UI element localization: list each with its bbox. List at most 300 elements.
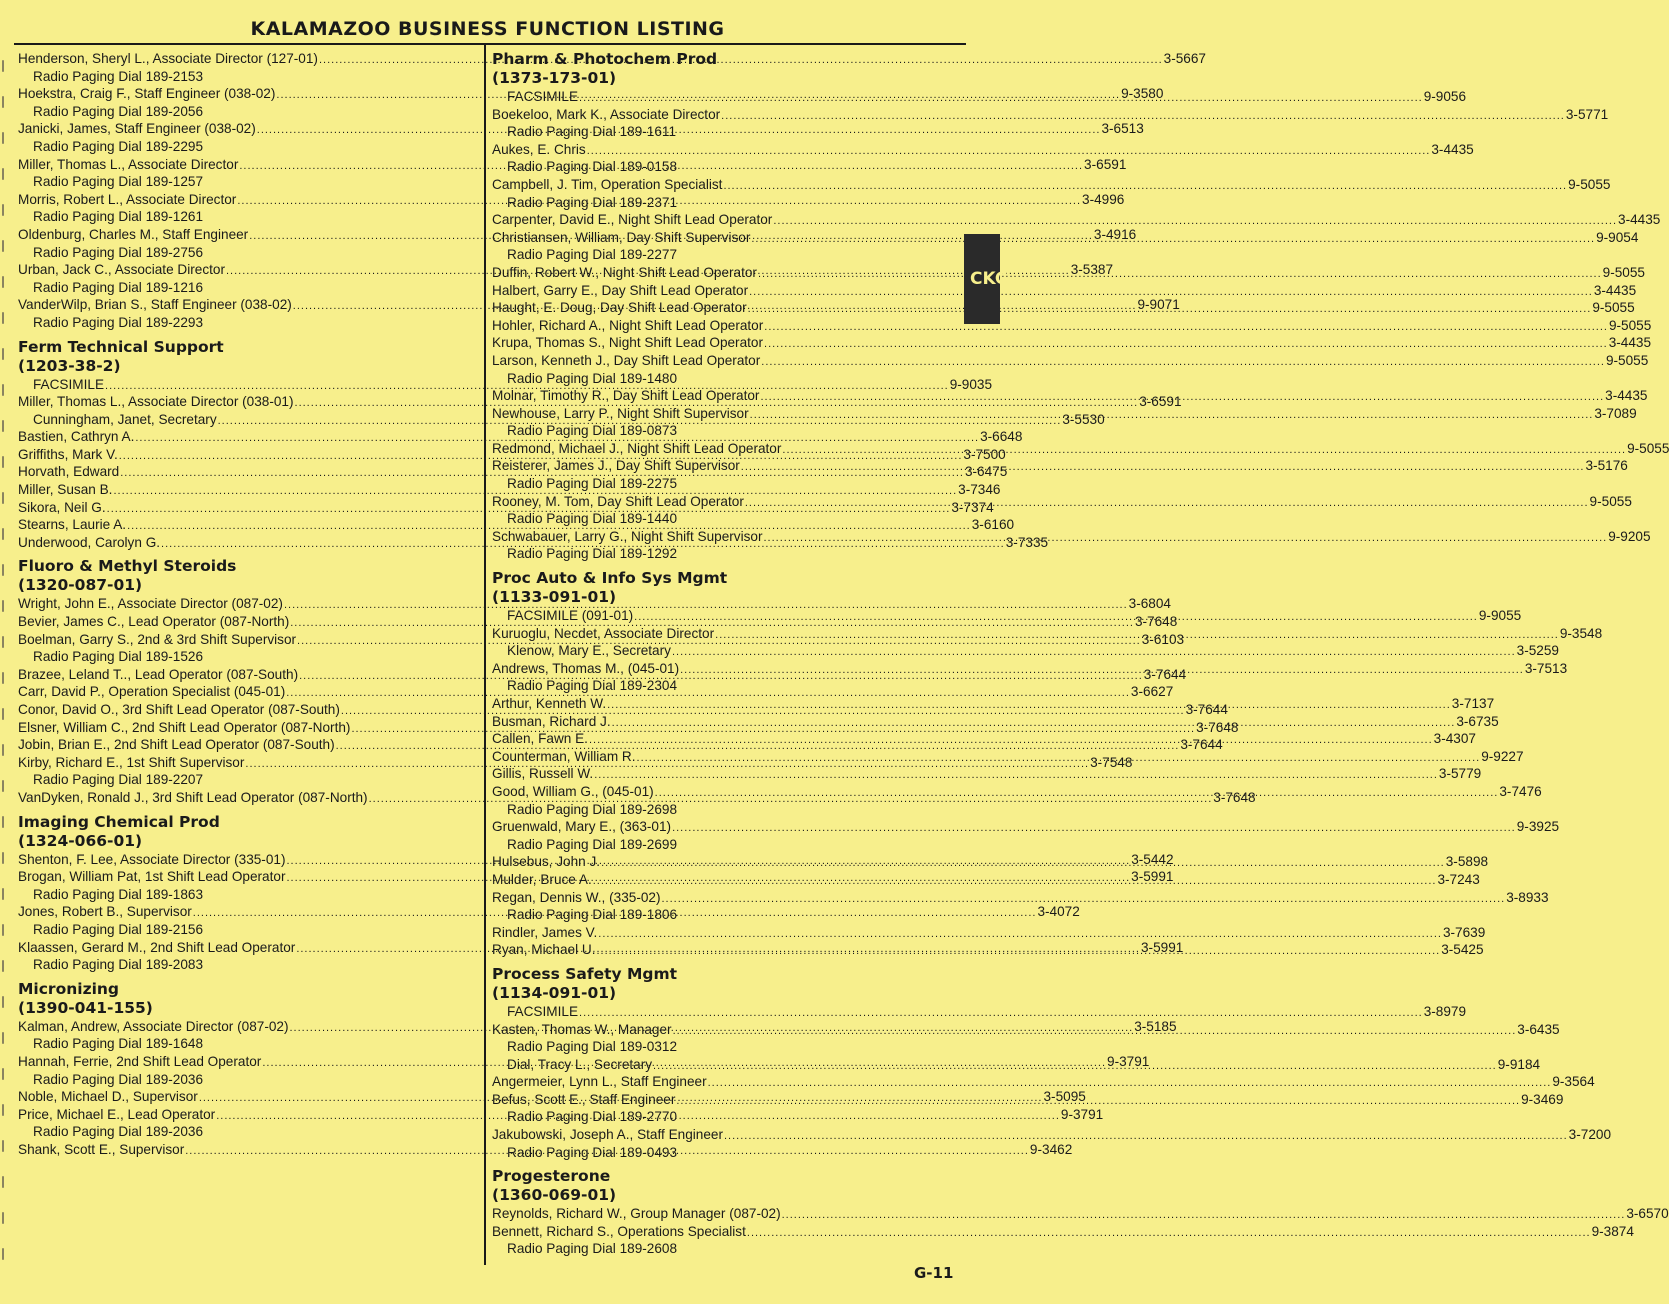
entry-name: VanderWilp, Brian S., Staff Engineer (038-02) [18,297,292,313]
directory-entry [492,818,1560,836]
phone-extension: 3-5771 [1565,106,1609,122]
section-code: (1203-38-2) [18,356,121,375]
directory-entry [492,1003,1467,1021]
entry-name: Rooney, M. Tom, Day Shift Lead Operator [492,493,744,509]
radio-paging-line [492,906,950,924]
entry-name: Halbert, Garry E., Day Shift Lead Operator [492,282,749,298]
dot-leader [676,1093,1520,1111]
radio-paging-line [492,158,950,176]
dot-leader [773,213,1617,231]
dot-leader [760,389,1604,407]
entry-name: Shenton, F. Lee, Associate Director (335-01) [18,851,286,867]
entry-name: Bennett, Richard S., Operations Specialist [492,1223,746,1239]
phone-extension: 3-8979 [1423,1003,1467,1019]
entry-name: Radio Paging Dial 189-2207 [33,772,204,788]
entry-name: Radio Paging Dial 189-1480 [507,370,678,386]
entry-name: Busman, Richard J. [492,713,611,729]
dot-leader [653,1058,1497,1076]
entry-name: Underwood, Carolyn G. [18,534,161,550]
phone-extension: 3-5530 [1062,411,1105,427]
phone-extension: 3-4307 [1433,731,1476,747]
dot-leader [761,354,1605,372]
directory-entry [492,106,1609,124]
phone-extension: 9-9205 [1608,528,1651,544]
dot-leader [782,442,1626,460]
directory-entry [492,317,1652,335]
radio-paging-line [18,886,478,904]
phone-extension: 3-7089 [1594,405,1637,421]
entry-name: Christiansen, William, Day Shift Supervisor [492,229,751,245]
entry-name: Befus, Scott E., Staff Engineer [492,1091,676,1107]
entry-name: Radio Paging Dial 189-1648 [33,1036,204,1052]
phone-extension: 9-3925 [1516,819,1560,835]
phone-extension: 9-9055 [1478,608,1522,624]
title-rule [14,43,966,45]
entry-name: FACSIMILE [507,89,579,104]
dot-leader [634,609,1478,627]
radio-paging-line [18,244,478,262]
phone-extension: 3-7648 [1196,719,1239,735]
entry-name: Boelman, Garry S., 2nd & 3rd Shift Supervisor [18,631,297,647]
entry-name: Gillis, Russell W. [492,766,594,782]
entry-name: Arthur, Kenneth W. [492,696,607,711]
entry-name: Kalman, Andrew, Associate Director (087-02) [18,1018,289,1034]
entry-name: Radio Paging Dial 189-1611 [507,124,677,140]
entry-name: Radio Paging Dial 189-2156 [33,921,204,937]
phone-extension: 9-5055 [1602,264,1645,280]
phone-extension: 9-5055 [1568,176,1611,192]
entry-name: Radio Paging Dial 189-2756 [33,244,204,260]
entry-name: Radio Paging Dial 189-2304 [507,678,678,694]
section-title: Micronizing [18,979,120,998]
phone-extension: 3-5667 [1163,51,1206,66]
radio-paging-line [492,475,950,493]
phone-extension: 3-6735 [1456,713,1499,729]
radio-paging-line [492,545,950,563]
entry-name: Campbell, J. Tim, Operation Specialist [492,176,723,192]
directory-entry [492,334,1652,352]
radio-paging-line [18,173,478,191]
dot-leader [637,750,1481,768]
entry-name: Radio Paging Dial 189-2277 [507,247,678,263]
dot-leader [745,495,1589,513]
phone-extension: 3-5991 [1131,869,1174,885]
entry-name: Radio Paging Dial 189-0158 [507,159,678,175]
phone-extension: 3-5176 [1585,458,1628,474]
entry-name: Radio Paging Dial 189-2293 [33,314,204,330]
entry-name: Radio Paging Dial 189-2036 [33,1071,204,1087]
directory-entry [492,141,1474,159]
phone-extension: 3-7346 [958,482,1001,498]
radio-paging-line [492,422,950,440]
phone-extension: 9-5055 [1608,317,1652,333]
entry-name: Angermeier, Lynn L., Staff Engineer [492,1074,707,1090]
entry-name: Radio Paging Dial 189-2153 [33,68,204,84]
entry-name: Miller, Thomas L., Associate Director [18,156,239,172]
phone-extension: 3-8933 [1506,889,1549,905]
dot-leader [607,697,1451,715]
phone-extension: 3-6435 [1517,1021,1560,1037]
phone-extension: 9-5055 [1605,352,1649,368]
phone-extension: 9-3462 [1029,1141,1073,1157]
entry-name: Radio Paging Dial 189-1526 [33,649,204,665]
directory-entry [492,282,1637,300]
dot-leader [764,530,1608,548]
phone-extension: 9-3580 [1121,86,1164,102]
radio-paging-line [18,68,478,86]
radio-paging-line [18,1123,478,1141]
phone-extension: 9-3548 [1559,625,1603,641]
phone-extension: 3-4916 [1093,226,1137,242]
phone-extension: 3-7137 [1451,696,1495,711]
entry-name: Janicki, James, Staff Engineer (038-02) [18,121,256,137]
dot-leader [673,1023,1517,1041]
entry-name: Gruenwald, Mary E., (363-01) [492,819,672,835]
phone-extension: 3-6591 [1084,156,1127,172]
binding-edge-marks [2,60,6,1284]
phone-extension: 3-7500 [963,446,1006,462]
entry-name: Radio Paging Dial 189-2083 [33,957,204,973]
entry-name: Radio Paging Dial 189-2699 [507,836,678,852]
entry-name: Radio Paging Dial 189-0873 [507,423,678,439]
entry-name: Regan, Dennis W., (335-02) [492,889,661,905]
entry-name: Boekeloo, Mark K., Associate Director [492,106,721,122]
entry-name: Radio Paging Dial 189-1806 [507,907,678,923]
entry-name: Urban, Jack C., Associate Director [18,262,225,278]
radio-paging-line [18,208,478,226]
entry-name: Hohler, Richard A., Night Shift Lead Operator [492,317,764,333]
phone-extension: 3-5185 [1134,1018,1177,1034]
dot-leader [750,407,1594,425]
directory-entry [492,1223,1634,1241]
entry-name: Radio Paging Dial 189-2698 [507,801,678,817]
entry-name: Kuruoglu, Necdet, Associate Director [492,625,715,641]
section-title: Proc Auto & Info Sys Mgmt [492,569,728,588]
entry-name: Kirby, Richard E., 1st Shift Supervisor [18,754,245,770]
entry-name: Kasten, Thomas W., Manager [492,1021,672,1037]
radio-paging-line [492,1038,950,1056]
entry-name: Schwabauer, Larry G., Night Shift Supervisor [492,528,763,544]
section-code: (1134-091-01) [492,983,617,1002]
phone-extension: 3-6804 [1128,596,1171,612]
phone-extension: 3-7644 [1180,737,1223,753]
radio-paging-line [18,138,478,156]
directory-entry [492,352,1649,370]
dot-leader [579,1005,1423,1023]
entry-name: Radio Paging Dial 189-0312 [507,1039,678,1055]
entry-name: Griffiths, Mark V. [18,446,118,462]
entry-name: Radio Paging Dial 189-2770 [507,1109,678,1125]
radio-paging-line [18,648,478,666]
dot-leader [748,301,1592,319]
entry-name: Radio Paging Dial 189-1440 [507,511,678,527]
dot-leader [747,1225,1591,1243]
dot-leader [764,336,1608,354]
phone-extension: 9-3791 [1107,1053,1150,1069]
radio-paging-line [492,1240,950,1258]
entry-name: Conor, David O., 3rd Shift Lead Operator (087-South) [18,702,340,717]
dot-leader [672,820,1516,838]
entry-name: Miller, Susan B. [18,482,113,498]
entry-name: Jones, Robert B., Supervisor [18,904,192,920]
entry-name: Haught, E. Doug, Day Shift Lead Operator [492,300,747,316]
entry-name: Dial, Tracy L., Secretary [507,1056,653,1072]
entry-name: Aukes, E. Chris [492,141,586,157]
phone-extension: 3-7648 [1134,614,1178,630]
radio-paging-line [18,1035,478,1053]
radio-paging-line [492,1108,950,1126]
phone-extension: 3-6513 [1101,121,1144,137]
directory-entry [492,889,1549,907]
section-title: Progesterone [492,1167,611,1186]
phone-extension: 3-7548 [1090,754,1133,770]
phone-extension: 9-9184 [1497,1056,1541,1072]
radio-paging-line [492,370,950,388]
entry-name: Andrews, Thomas M., (045-01) [492,660,680,676]
entry-name: Brazee, Leland T.., Lead Operator (087-South) [18,666,299,682]
radio-paging-line [18,279,478,297]
phone-extension: 9-3469 [1521,1091,1564,1107]
directory-entry [492,1073,1595,1091]
phone-extension: 9-9035 [949,376,993,392]
dot-leader [612,715,1456,733]
radio-paging-line [18,314,478,332]
radio-paging-line [18,921,478,939]
radio-paging-line [18,956,478,974]
dot-leader [724,1128,1568,1146]
dot-leader [662,891,1506,909]
section-code: (1324-066-01) [18,831,143,850]
phone-extension: 3-7476 [1499,783,1542,799]
entry-name: Radio Paging Dial 189-1216 [33,279,204,295]
entry-name: Bevier, James C., Lead Operator (087-North) [18,614,290,630]
phone-extension: 3-5095 [1043,1089,1086,1105]
dot-leader [715,627,1559,645]
phone-extension: 3-4072 [1037,904,1080,920]
entry-name: Morris, Robert L., Associate Director [18,191,237,207]
entry-name: Radio Paging Dial 189-1292 [507,546,678,562]
phone-extension: 3-5442 [1131,851,1174,867]
entry-name: Newhouse, Larry P., Night Shift Supervisor [492,405,749,421]
directory-entry [492,642,1559,660]
entry-name: Cunningham, Janet, Secretary [33,411,217,427]
entry-name: Radio Paging Dial 189-2371 [507,194,678,210]
directory-entry [492,1205,1669,1223]
phone-extension: 3-7644 [1143,666,1187,682]
entry-name: Duffin, Robert W., Night Shift Lead Operator [492,264,757,280]
radio-paging-line [18,771,478,789]
radio-paging-line [492,677,950,695]
entry-name: Jakubowski, Joseph A., Staff Engineer [492,1127,723,1143]
section-code: (1360-069-01) [492,1186,617,1205]
entry-name: Radio Paging Dial 189-1863 [33,886,204,902]
dot-leader [598,926,1442,944]
section-code: (1390-041-155) [18,998,153,1017]
phone-extension: 3-5779 [1438,766,1482,782]
radio-paging-line [492,123,950,141]
phone-extension: 3-5425 [1441,942,1484,958]
section-title: Ferm Technical Support [18,337,224,356]
entry-name: Molnar, Timothy R., Day Shift Lead Operator [492,388,760,404]
section-title: Imaging Chemical Prod [18,812,220,831]
entry-name: Good, William G., (045-01) [492,783,654,799]
entry-name: FACSIMILE [507,1003,579,1019]
entry-name: Radio Paging Dial 189-2036 [33,1124,204,1140]
entry-name: Carr, David P., Operation Specialist (045-01) [18,684,286,700]
directory-entry [492,1126,1611,1144]
phone-extension: 3-5259 [1516,643,1559,659]
section-title: Pharm & Photochem Prod [492,50,718,68]
entry-name: Counterman, William R. [492,748,636,764]
entry-name: Shank, Scott E., Supervisor [18,1141,185,1157]
dot-leader [723,178,1567,196]
radio-paging-line [492,1144,950,1162]
radio-paging-line [492,194,950,212]
phone-extension: 9-3564 [1552,1074,1595,1090]
entry-name: Reynolds, Richard W., Group Manager (087-02) [492,1206,781,1222]
entry-name: Jobin, Brian E., 2nd Shift Lead Operator (087-South) [18,737,335,753]
dot-leader [782,1207,1626,1225]
entry-name: Hulsebus, John J. [492,854,601,870]
phone-extension: 3-4996 [1082,191,1125,207]
phone-extension: 3-5387 [1070,262,1114,278]
entry-name: FACSIMILE [33,376,105,392]
phone-extension: 3-7335 [1005,534,1049,550]
entry-name: Sikora, Neil G. [18,499,106,515]
dot-leader [587,143,1431,161]
dot-leader [764,319,1608,337]
dot-leader [593,873,1437,891]
phone-extension: 3-5898 [1445,854,1489,870]
dot-leader [751,231,1595,249]
entry-name: Radio Paging Dial 189-0493 [507,1144,678,1160]
entry-name: Horvath, Edward [18,464,120,480]
phone-extension: 3-4435 [1593,282,1637,298]
dot-leader [708,1075,1552,1093]
directory-entry [492,176,1611,194]
phone-extension: 3-6160 [971,517,1015,533]
dot-leader [758,266,1602,284]
phone-extension: 9-9054 [1596,229,1639,245]
entry-name: Reisterer, James J., Day Shift Supervisor [492,458,740,474]
entry-name: Noble, Michael D., Supervisor [18,1089,198,1105]
phone-extension: 3-7513 [1524,660,1568,676]
entry-name: Hannah, Ferrie, 2nd Shift Lead Operator [18,1053,262,1069]
entry-name: Radio Paging Dial 189-2295 [33,138,204,154]
entry-name: Radio Paging Dial 189-1257 [33,174,204,190]
phone-extension: 3-6570 [1626,1206,1669,1222]
entry-name: Oldenburg, Charles M., Staff Engineer [18,226,249,242]
phone-extension: 3-4435 [1608,335,1652,351]
directory-entry [492,211,1661,229]
dot-leader [655,785,1499,803]
entry-name: Radio Paging Dial 189-2275 [507,476,678,492]
directory-entry [492,924,1486,942]
page-title: KALAMAZOO BUSINESS FUNCTION LISTING [250,18,725,40]
radio-paging-line [18,1071,478,1089]
entry-name: Brogan, William Pat, 1st Shift Lead Operator [18,869,286,885]
entry-name: VanDyken, Ronald J., 3rd Shift Lead Operator (087-North) [18,789,368,805]
dot-leader [741,459,1585,477]
directory-entry [492,765,1482,783]
phone-extension: 3-6627 [1130,684,1174,700]
dot-leader [589,732,1433,750]
phone-extension: 3-7200 [1568,1127,1611,1143]
entry-name: Redmond, Michael J., Night Shift Lead Operator [492,440,782,456]
section-code: (1373-173-01) [492,69,617,87]
phone-extension: 9-9056 [1423,89,1467,104]
radio-paging-line [492,801,950,819]
section-title: Fluoro & Methyl Steroids [18,557,237,576]
entry-name: Ryan, Michael U. [492,942,596,958]
radio-paging-line [18,103,478,121]
phone-extension: 3-6648 [980,429,1023,445]
entry-name: FACSIMILE (091-01) [507,608,634,624]
entry-name: Price, Michael E., Lead Operator [18,1106,216,1122]
entry-name: Henderson, Sheryl L., Associate Director (127-01) [18,51,318,66]
entry-name: Radio Paging Dial 189-2608 [507,1241,678,1257]
phone-extension: 3-6475 [964,464,1008,480]
phone-extension: 3-4435 [1618,212,1661,228]
phone-extension: 9-5055 [1589,493,1632,509]
phone-extension: 3-7648 [1213,789,1256,805]
phone-extension: 9-5055 [1592,300,1635,316]
phone-extension: 3-7374 [951,499,994,515]
entry-name: Radio Paging Dial 189-1261 [33,209,204,225]
phone-extension: 3-7243 [1437,871,1480,887]
phone-extension: 9-5055 [1627,440,1669,456]
entry-name: Radio Paging Dial 189-2056 [33,103,204,119]
phone-extension: 3-4435 [1605,388,1648,404]
phone-extension: 9-9071 [1137,297,1180,313]
page-number: G-11 [914,1264,954,1282]
phone-extension: 9-3791 [1060,1106,1104,1122]
phone-extension: 9-9227 [1481,748,1524,764]
entry-name: Miller, Thomas L., Associate Director (038-01) [18,394,294,410]
phone-extension: 3-5991 [1141,939,1184,955]
entry-name: Larson, Kenneth J., Day Shift Lead Operator [492,352,761,368]
dot-leader [597,943,1441,961]
entry-name: Stearns, Laurie A. [18,517,127,533]
radio-paging-line [492,246,950,264]
dot-leader [601,855,1445,873]
dot-leader [594,767,1438,785]
entry-name: Bastien, Cathryn A. [18,429,135,445]
entry-name: Rindler, James V. [492,924,598,940]
section-tab: CKC [964,234,1000,324]
phone-extension: 3-7644 [1185,702,1228,717]
phone-extension: 9-3874 [1591,1223,1634,1239]
entry-name: Hoekstra, Craig F., Staff Engineer (038-02) [18,86,276,102]
dot-leader [672,644,1516,662]
entry-name: Callen, Fawn E. [492,731,588,747]
section-code: (1133-091-01) [492,588,617,607]
dot-leader [749,284,1593,302]
phone-extension: 3-6591 [1139,394,1182,410]
phone-extension: 3-6103 [1141,631,1185,647]
entry-name: Wright, John E., Associate Director (087-02) [18,596,283,612]
dot-leader [721,108,1565,126]
radio-paging-line [492,510,950,528]
dot-leader [680,662,1524,680]
entry-name: Krupa, Thomas S., Night Shift Lead Operator [492,335,764,351]
entry-name: Carpenter, David E., Night Shift Lead Operator [492,212,773,228]
entry-name: Klenow, Mary E., Secretary [507,643,671,659]
entry-name: Elsner, William C., 2nd Shift Lead Operator (087-North) [18,719,351,735]
entry-name: Klaassen, Gerard M., 2nd Shift Lead Operator [18,939,296,955]
section-title: Process Safety Mgmt [492,964,678,983]
section-code: (1320-087-01) [18,576,143,595]
